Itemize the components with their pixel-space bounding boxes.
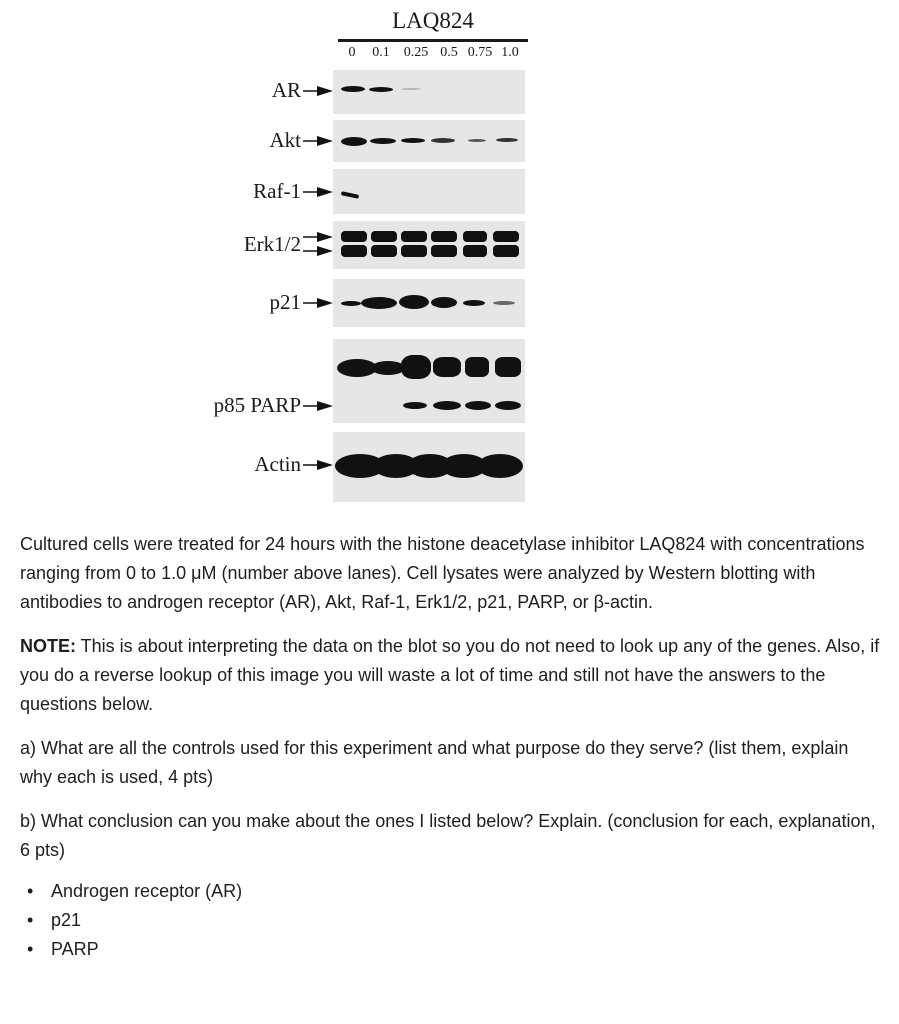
row-label-actin: Actin [254,452,333,477]
blot-band [465,401,491,410]
blot-panel-erk12 [333,221,525,269]
blot-band [369,87,393,92]
blot-band [341,137,367,146]
blot-band [493,301,515,305]
lane-label: 1.0 [501,45,519,60]
lane-label: 0.25 [403,45,429,60]
blot-band [468,139,486,142]
blot-band [495,357,521,377]
blot-band [431,231,457,242]
blot-band [401,355,431,379]
blot-band [341,191,359,199]
lane-label: 0 [348,45,356,60]
blot-band [401,231,427,242]
blot-band [371,361,405,375]
question-text [20,530,880,964]
drug-title: LAQ824 [392,8,474,33]
arrow-icon [303,185,333,199]
drug-title-rule [338,39,528,42]
blot-panel-ar [333,70,525,114]
blot-band [433,401,461,410]
blot-panel-parp [333,339,525,423]
list-item: • p21 [20,906,880,935]
blot-panel-p21 [333,279,525,327]
row-label-p21: p21 [270,290,334,315]
blot-band [399,295,429,309]
blot-band [463,245,487,257]
arrow-icon [303,458,333,472]
arrow-icon [303,399,333,413]
row-label-erk12: Erk1/2 [244,231,333,257]
lane-label: 0.5 [440,45,458,60]
blot-band [341,231,367,242]
blot-band [371,245,397,257]
blot-band [370,138,396,144]
row-label-raf1: Raf-1 [253,179,333,204]
bullet-list [20,877,880,964]
blot-panel-raf1 [333,169,525,214]
blot-band [477,454,523,478]
blot-band [431,138,455,143]
blot-band [496,138,518,142]
list-item: • PARP [20,935,880,964]
blot-band [371,231,397,242]
blot-band [341,301,361,306]
blot-band [431,245,457,257]
blot-band [341,245,367,257]
blot-band [401,88,421,90]
row-label-p85-parp: p85 PARP [214,393,333,418]
intro-paragraph: Cultured cells were treated for 24 hours with the histone deacetylase inhibitor LAQ824 with concentrations ranging from 0 to 1.0 μM (number above lanes). Cell lysates were analyzed by Western blotting with antibodies to androgen receptor (AR), Akt, Raf-1, Erk1/2, p21, PARP, or β-actin. [20,534,865,612]
blot-band [401,245,427,257]
double-arrow-icon [303,231,333,257]
blot-band [465,357,489,377]
blot-band [493,231,519,242]
lane-label: 0.1 [372,45,390,60]
arrow-icon [303,134,333,148]
blot-band [493,245,519,257]
arrow-icon [303,296,333,310]
blot-band [495,401,521,410]
blot-band [431,297,457,308]
blot-band [463,231,487,242]
blot-band [341,86,365,92]
note-label: NOTE: [20,636,76,656]
blot-panel-akt [333,120,525,162]
lane-label: 0.75 [467,45,493,60]
blot-band [401,138,425,143]
note-paragraph [20,632,880,719]
list-item: • Androgen receptor (AR) [20,877,880,906]
question-b: b) What conclusion can you make about the ones I listed below? Explain. (conclusion for each, explanation, 6 pts) [20,811,876,860]
row-label-akt: Akt [270,128,334,153]
blot-band [433,357,461,377]
blot-band [463,300,485,306]
question-a: a) What are all the controls used for this experiment and what purpose do they serve? (list them, explain why each is used, 4 pts) [20,738,849,787]
blot-band [361,297,397,309]
blot-band [403,402,427,409]
concentration-labels [334,45,534,63]
arrow-icon [303,84,333,98]
row-label-ar: AR [272,78,333,103]
note-text: This is about interpreting the data on the blot so you do not need to look up any of the genes. Also, if you do a reverse lookup of this image you will waste a lot of time and still not have the answers to the questions below. [20,636,880,714]
blot-panel-actin [333,432,525,502]
